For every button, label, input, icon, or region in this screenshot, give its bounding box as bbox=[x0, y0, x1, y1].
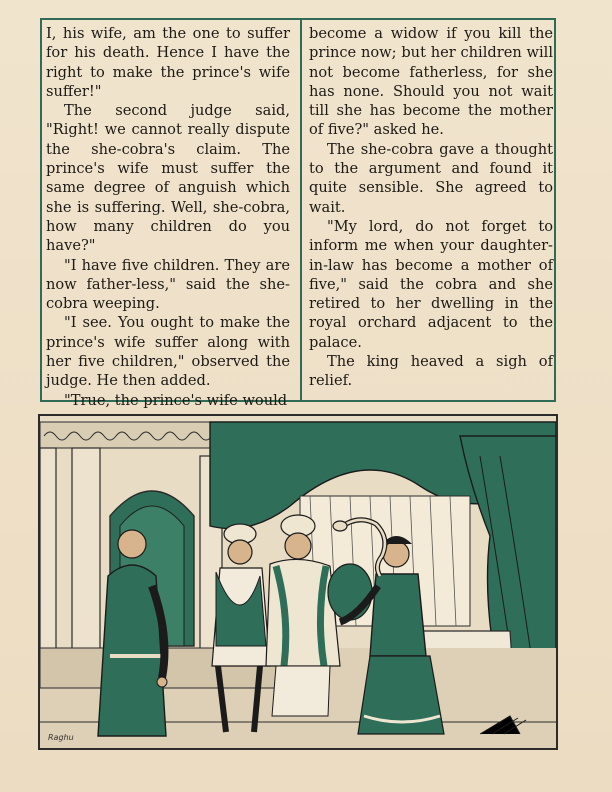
paragraph: I, his wife, am the one to suffer for his death. Hence I have the right to make the prince's wife suffer!" bbox=[46, 25, 290, 100]
left-text-column bbox=[46, 24, 290, 410]
paragraph: "My lord, do not forget to inform me when your daughter-in-law has become a mother of five," said the cobra and she retired to her dwelling in the royal orchard adjacent to the palace. bbox=[309, 217, 553, 351]
right-text-column bbox=[309, 24, 553, 391]
artist-signature: Raghu bbox=[48, 733, 74, 742]
paragraph: become a widow if you kill the prince now; but her children will not become fatherless, for she has none. Should you not wait till she has become the mother of five?" asked he. bbox=[309, 25, 553, 139]
paragraph: "I have five children. They are now father-less," said the she-cobra weeping. bbox=[46, 256, 290, 313]
story-text-panel bbox=[40, 18, 556, 409]
paragraph: "I see. You ought to make the prince's wife suffer along with her five children," observed the judge. He then added. bbox=[46, 314, 290, 390]
paragraph: "True, the prince's wife would bbox=[64, 391, 288, 409]
pillar bbox=[40, 448, 56, 658]
paragraph: The she-cobra gave a thought to the argument and found it quite sensible. She agreed to wait. bbox=[309, 140, 553, 216]
pillar bbox=[72, 448, 100, 658]
column-divider bbox=[300, 20, 302, 400]
illustration-panel bbox=[38, 414, 558, 750]
paragraph: The king heaved a sigh of relief. bbox=[309, 353, 553, 390]
palace-scene-illustration bbox=[40, 416, 556, 748]
paragraph: The second judge said, "Right! we cannot really dispute the she-cobra's claim. The prince's wife must suffer the same degree of anguish which she is suffering. Well, she-cobra, how many children do you have?" bbox=[46, 102, 290, 255]
